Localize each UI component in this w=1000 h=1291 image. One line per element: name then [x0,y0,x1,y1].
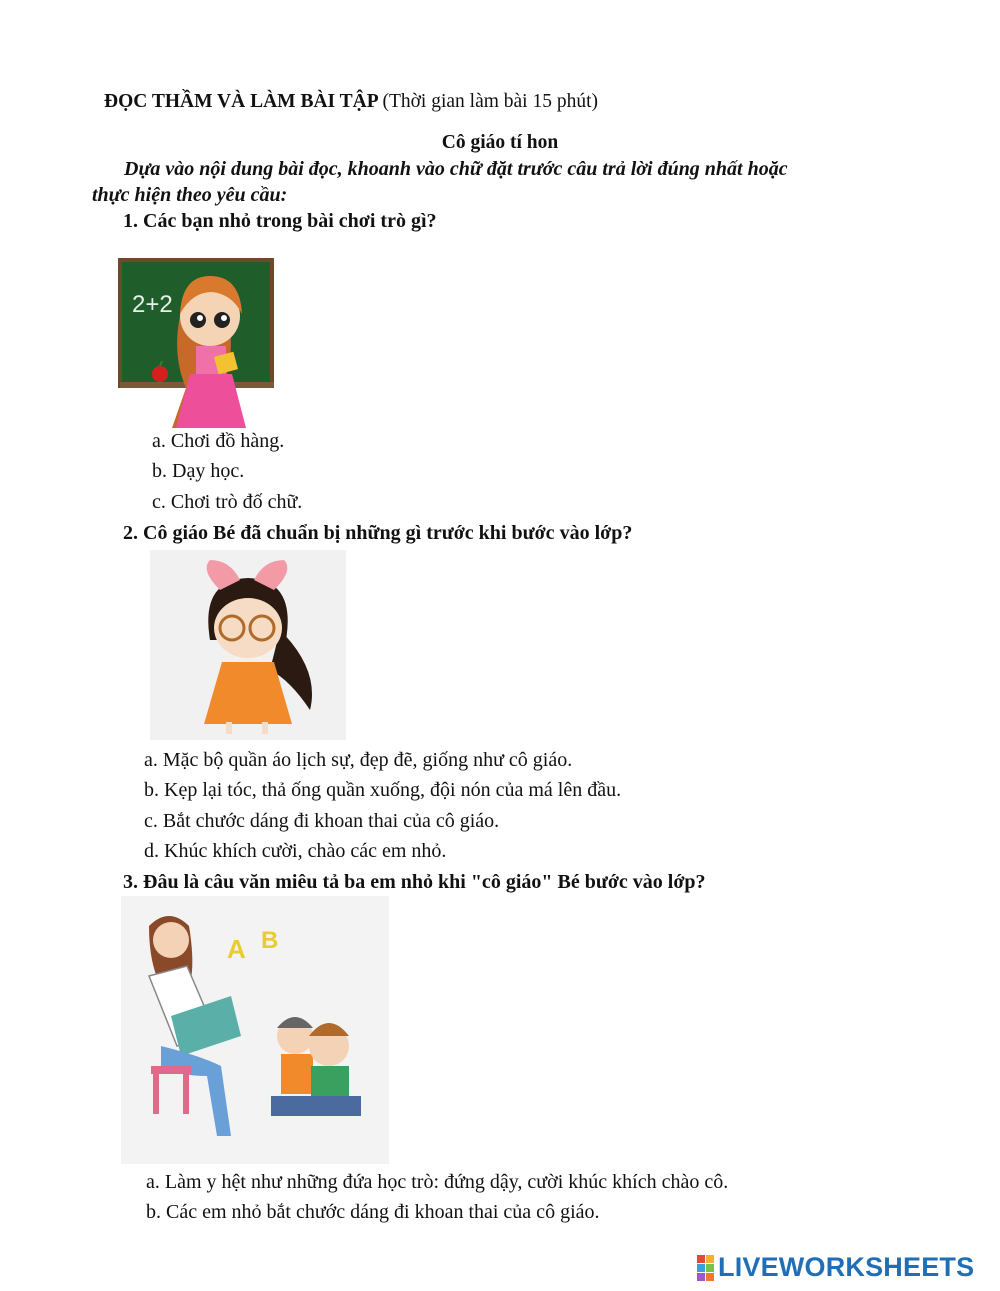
instruction-line-1: Dựa vào nội dung bài đọc, khoanh vào chữ đặt trước câu trả lời đúng nhất hoặc [124,158,788,180]
board-text: 2+2 [132,291,173,318]
letter-b: B [261,927,279,954]
q2-option-c[interactable]: c. Bắt chước dáng đi khoan thai của cô giáo. [144,810,500,832]
q3-option-b[interactable]: b. Các em nhỏ bắt chước dáng đi khoan thai của cô giáo. [146,1201,600,1223]
passage-title: Cô giáo tí hon [441,132,559,153]
q3-option-a[interactable]: a. Làm y hệt như những đứa học trò: đứng dậy, cười khúc khích chào cô. [146,1171,729,1193]
question-1-prompt: 1. Các bạn nhỏ trong bài chơi trò gì? [123,210,437,232]
instruction-line-2: thực hiện theo yêu cầu: [92,184,288,206]
liveworksheets-logo [697,1252,974,1283]
question-2-prompt: 2. Cô giáo Bé đã chuẩn bị những gì trước khi bước vào lớp? [123,522,633,544]
teacher-reading-to-children-illustration [121,896,389,1164]
teacher-blackboard-illustration [118,256,333,431]
q1-option-a[interactable]: a. Chơi đồ hàng. [152,430,285,452]
title-text: ĐỌC THẦM VÀ LÀM BÀI TẬP [104,91,378,112]
q1-option-b[interactable]: b. Dạy học. [152,460,245,482]
girl-with-glasses-illustration [150,550,346,740]
q2-option-b[interactable]: b. Kẹp lại tóc, thả ống quần xuống, đội nón của má lên đầu. [144,779,622,801]
q2-option-a[interactable]: a. Mặc bộ quần áo lịch sự, đẹp đẽ, giống như cô giáo. [144,749,573,771]
time-limit-text: (Thời gian làm bài 15 phút) [382,91,599,112]
question-3-prompt: 3. Đâu là câu văn miêu tả ba em nhỏ khi "cô giáo" Bé bước vào lớp? [123,871,706,893]
logo-text: LIVEWORKSHEETS [718,1252,975,1282]
worksheet-title [104,91,598,113]
letter-a: A [227,934,246,964]
q1-option-c[interactable]: c. Chơi trò đố chữ. [152,491,303,513]
q2-option-d[interactable]: d. Khúc khích cười, chào các em nhỏ. [144,840,447,862]
logo-blocks-icon [697,1255,714,1281]
